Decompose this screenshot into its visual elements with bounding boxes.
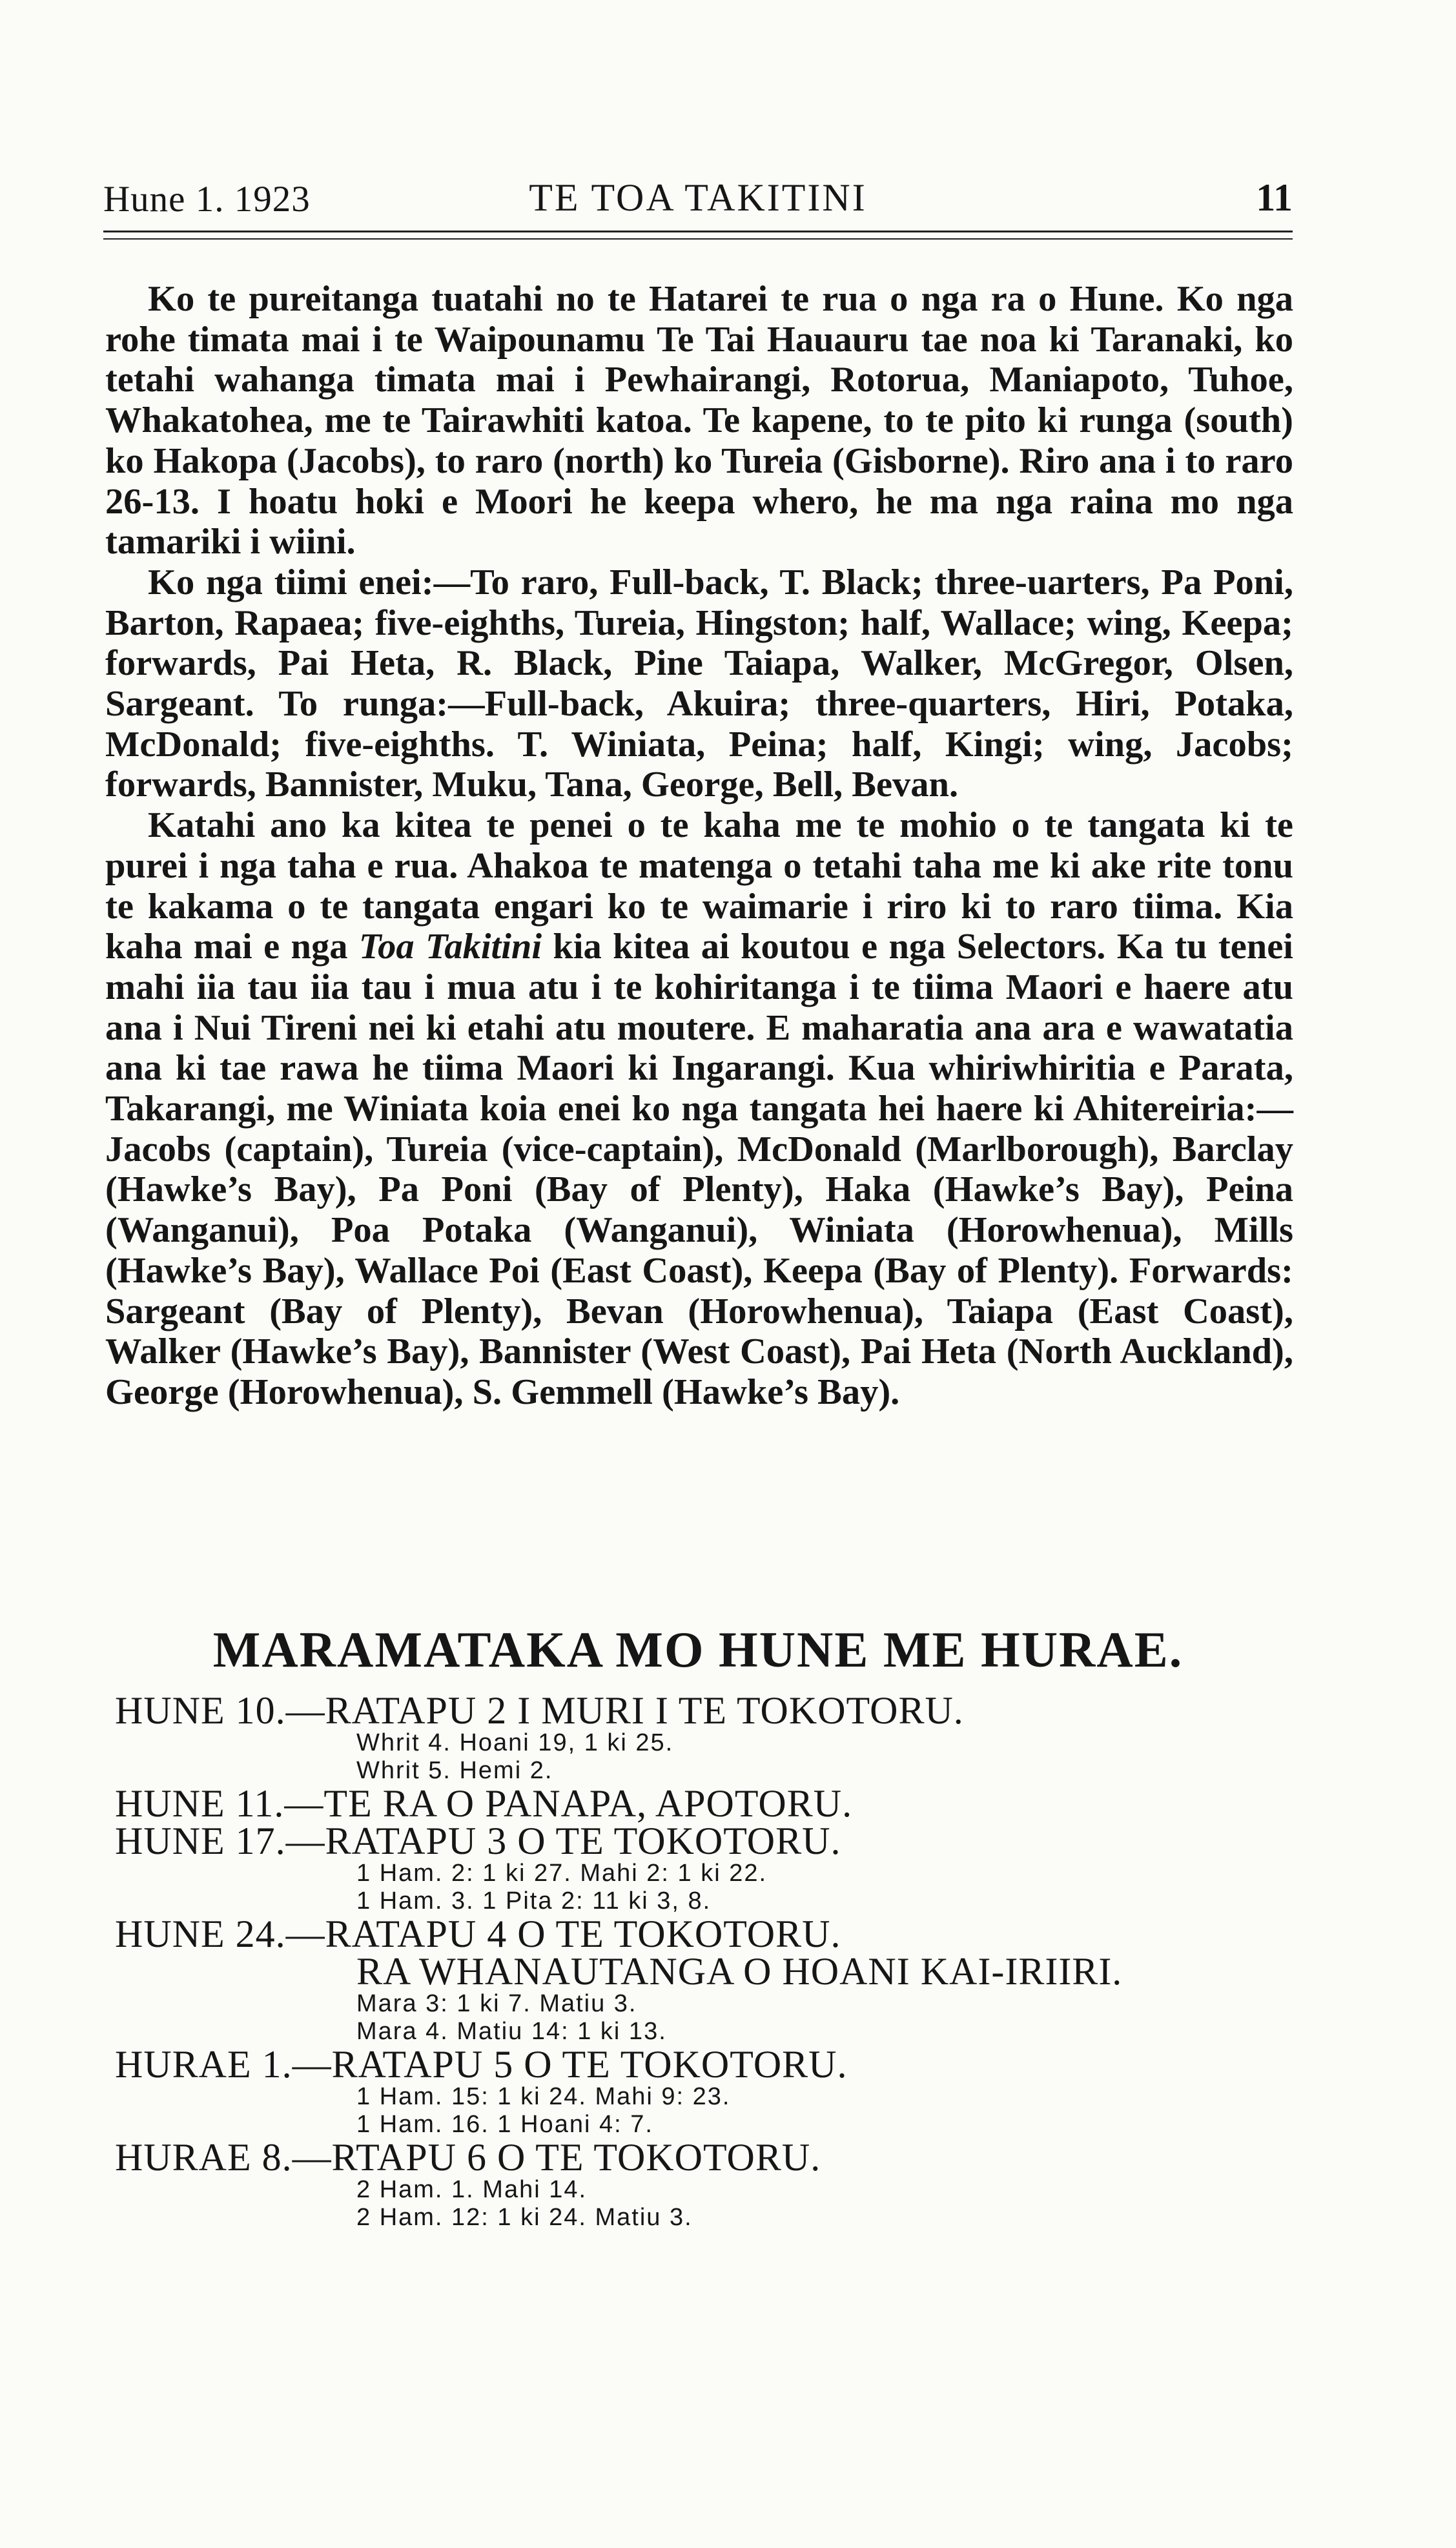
calendar-entry-heading: HUNE 11.—TE RA O PANAPA, APOTORU. [115, 1782, 853, 1825]
header-rule-top [103, 231, 1293, 232]
calendar-list [115, 1689, 1297, 2232]
calendar-entry-heading: HURAE 1.—RATAPU 5 O TE TOKOTORU. [115, 2043, 848, 2086]
calendar-reading: 1 Ham. 15: 1 ki 24. Mahi 9: 23. [356, 2083, 731, 2110]
publication-title: TE TOA TAKITINI [529, 176, 867, 219]
calendar-reading: Mara 3: 1 ki 7. Matiu 3. [356, 1990, 637, 2017]
calendar-reading: 2 Ham. 12: 1 ki 24. Matiu 3. [356, 2204, 693, 2231]
calendar-reading: 1 Ham. 2: 1 ki 27. Mahi 2: 1 ki 22. [356, 1860, 768, 1887]
publication-name-italic: Toa Takitini [358, 927, 542, 967]
calendar-entry-heading: HUNE 17.—RATAPU 3 O TE TOKOTORU. [115, 1820, 841, 1862]
issue-date: Hune 1. 1923 [103, 179, 311, 220]
calendar-title: MARAMATAKA MO HUNE ME HURAE. [212, 1621, 1184, 1678]
calendar-reading: Whrit 4. Hoani 19, 1 ki 25. [356, 1729, 674, 1756]
calendar-reading: 2 Ham. 1. Mahi 14. [356, 2176, 588, 2203]
calendar-reading: 1 Ham. 16. 1 Hoani 4: 7. [356, 2111, 653, 2138]
calendar-reading: 1 Ham. 3. 1 Pita 2: 11 ki 3, 8. [356, 1887, 712, 1915]
header-rule-bottom [103, 238, 1293, 240]
running-header [103, 169, 1293, 227]
calendar-reading: Whrit 5. Hemi 2. [356, 1757, 553, 1784]
calendar-entry-heading: HUNE 24.—RATAPU 4 O TE TOKOTORU. [115, 1913, 841, 1955]
paragraph-3: Katahi ano ka kitea te penei o te kaha me te mohio o te tangata ki te purei i nga taha e rua. Ahakoa te matenga o tetahi taha me ki ake rite tonu te kakama o te tangata engari ko te waimarie i riro ki to raro tiima. Kia kaha mai e nga Toa Takitini kia kitea ai koutou e nga Selectors. Ka tu tenei mahi iia tau iia tau i mua atu i te kohiritanga i te tiima Maori e haere atu ana i Nui Tireni nei ki etahi atu moutere. E maharatia ana ara e wawatatia ana ki tae rawa he tiima Maori ki Ingarangi. Kua whiriwhiritia e Parata, Takarangi, me Winiata koia enei ko nga tangata hei haere ki Ahitereiria:—Jacobs (captain), Tureia (vice-captain), McDonald (Marlborough), Barclay (Hawke’s Bay), Pa Poni (Bay of Plenty), Haka (Hawke’s Bay), Peina (Wanganui), Poa Potaka (Wanganui), Winiata (Horowhenua), Mills (Hawke’s Bay), Wallace Poi (East Coast), Keepa (Bay of Plenty). Forwards: Sargeant (Bay of Plenty), Bevan (Horowhenua), Taiapa (East Coast), Walker (Hawke’s Bay), Bannister (West Coast), Pai Heta (North Auckland), George (Horowhenua), S. Gemmell (Hawke’s Bay). [105, 805, 1294, 1412]
calendar-reading: Mara 4. Matiu 14: 1 ki 13. [356, 2018, 667, 2045]
calendar-entry-heading: HUNE 10.—RATAPU 2 I MURI I TE TOKOTORU. [115, 1689, 964, 1732]
paragraph-2: Ko nga tiimi enei:—To raro, Full-back, T. Black; three-uarters, Pa Poni, Barton, Rapaea; five-eighths, Tureia, Hingston; half, Wallace; wing, Keepa; forwards, Pai Heta, R. Black, Pine Taiapa, Walker, McGregor, Olsen, Sargeant. To runga:—Full-back, Akuira; three-quarters, Hiri, Potaka, McDonald; five-eighths. T. Winiata, Peina; half, Kingi; wing, Jacobs; forwards, Bannister, Muku, Tana, George, Bell, Bevan. [105, 562, 1293, 805]
calendar-entry-heading: HURAE 8.—RTAPU 6 O TE TOKOTORU. [115, 2136, 821, 2179]
calendar-entry-subheading: RA WHANAUTANGA O HOANI KAI-IRIIRI. [356, 1950, 1123, 1993]
page-number: 11 [1256, 176, 1293, 219]
article-body [105, 279, 1293, 1413]
paragraph-1: Ko te pureitanga tuatahi no te Hatarei te rua o nga ra o Hune. Ko nga rohe timata mai i te Waipounamu Te Tai Hauauru tae noa ki Taranaki, ko tetahi wahanga timata mai i Pewhairangi, Rotorua, Maniapoto, Tuhoe, Whakatohea, me te Tairawhiti katoa. Te kapene, to te pito ki runga (south) ko Hakopa (Jacobs), to raro (north) ko Tureia (Gisborne). Riro ana i to raro 26-13. I hoatu hoki e Moori he keepa whero, he ma nga raina mo nga tamariki i wiini. [105, 279, 1293, 562]
